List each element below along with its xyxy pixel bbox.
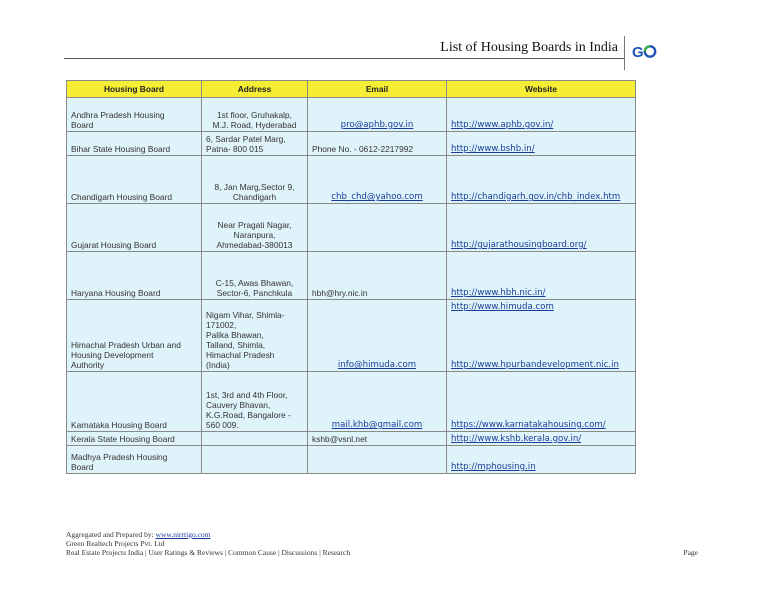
website-cell <box>447 252 636 300</box>
website-link[interactable]: http://www.aphb.gov.in/ <box>451 120 554 130</box>
title-rule <box>64 58 624 59</box>
website-cell <box>447 372 636 432</box>
website-cell <box>447 132 636 156</box>
board-name-cell: Andhra Pradesh Housing Board <box>67 98 202 132</box>
address-cell: C-15, Awas Bhawan, Sector-6, Panchkula <box>202 252 308 300</box>
board-name-cell: Haryana Housing Board <box>67 252 202 300</box>
table-row <box>67 300 636 372</box>
email-cell <box>308 98 447 132</box>
address-cell: 1st floor, Gruhakalp, M.J. Road, Hyderabad <box>202 98 308 132</box>
footer-site-link[interactable]: www.nirrtigo.com <box>155 530 211 539</box>
website-cell <box>447 300 636 372</box>
website-link[interactable]: http://chandigarh.gov.in/chb_index.htm <box>451 192 621 202</box>
board-name-cell: Bihar State Housing Board <box>67 132 202 156</box>
email-cell <box>308 132 447 156</box>
website-stack <box>451 302 631 370</box>
website-link[interactable]: http://www.bshb.in/ <box>451 144 535 154</box>
footer <box>66 530 706 557</box>
website-link[interactable]: https://www.karnatakahousing.com/ <box>451 420 606 430</box>
board-name-cell: Chandigarh Housing Board <box>67 156 202 204</box>
email-link[interactable]: info@himuda.com <box>337 360 417 370</box>
website-cell <box>447 98 636 132</box>
footer-aggregated <box>66 530 706 539</box>
email-text: kshb@vsnl.net <box>312 434 368 444</box>
table-row <box>67 204 636 252</box>
website-link[interactable]: http://www.kshb.kerala.gov.in/ <box>451 434 582 444</box>
svg-text:G: G <box>632 44 644 61</box>
address-cell: Nigam Vihar, Shimla- 171002, Palika Bhawan, Talland, Shimla, Himachal Pradesh (India) <box>202 300 308 372</box>
email-text: Phone No. - 0612-2217992 <box>312 144 414 154</box>
website-cell <box>447 432 636 446</box>
table-row <box>67 432 636 446</box>
email-link[interactable]: pro@aphb.gov.in <box>340 120 414 130</box>
email-cell <box>308 252 447 300</box>
email-cell <box>308 156 447 204</box>
website-link[interactable]: http://mphousing.in <box>451 462 536 472</box>
table-row <box>67 132 636 156</box>
website-cell <box>447 156 636 204</box>
email-cell <box>308 446 447 474</box>
column-header: Housing Board <box>67 81 202 98</box>
website-link[interactable]: http://gujarathousingboard.org/ <box>451 240 587 250</box>
table-row <box>67 156 636 204</box>
email-cell <box>308 372 447 432</box>
website-link-secondary[interactable]: http://www.hpurbandevelopment.nic.in <box>451 360 619 370</box>
housing-boards-table <box>66 80 636 474</box>
website-link[interactable]: http://www.himuda.com <box>451 302 554 312</box>
board-name-cell: Himachal Pradesh Urban and Housing Development Authority <box>67 300 202 372</box>
column-header: Address <box>202 81 308 98</box>
email-cell <box>308 432 447 446</box>
website-cell <box>447 204 636 252</box>
address-cell <box>202 432 308 446</box>
email-link[interactable]: mail.khb@gmail.com <box>331 420 423 430</box>
website-cell <box>447 446 636 474</box>
table-row <box>67 98 636 132</box>
board-name-cell: Kerala State Housing Board <box>67 432 202 446</box>
table-row <box>67 372 636 432</box>
address-cell <box>202 446 308 474</box>
footer-tagline: Real Estate Projects India | User Ratings & Reviews | Common Cause | Discussions | Research <box>66 548 351 557</box>
email-text: hbh@hry.nic.in <box>312 288 368 298</box>
column-header: Website <box>447 81 636 98</box>
page-label: Page <box>683 548 698 557</box>
column-header: Email <box>308 81 447 98</box>
table-header-row <box>67 81 636 98</box>
go-logo <box>630 40 658 62</box>
email-cell <box>308 300 447 372</box>
table-row <box>67 446 636 474</box>
address-cell: 8, Jan Marg,Sector 9, Chandigarh <box>202 156 308 204</box>
email-cell <box>308 204 447 252</box>
logo-divider <box>624 36 625 70</box>
address-cell: 1st, 3rd and 4th Floor, Cauvery Bhavan, K.G.Road, Bangalore - 560 009. <box>202 372 308 432</box>
footer-aggregated-label: Aggregated and Prepared by: <box>66 530 156 539</box>
email-link[interactable]: chb_chd@yahoo.com <box>331 192 423 202</box>
board-name-cell: Madhya Pradesh Housing Board <box>67 446 202 474</box>
footer-company: Green Realtech Projects Pvt. Ltd <box>66 539 165 548</box>
board-name-cell: Gujarat Housing Board <box>67 204 202 252</box>
table-row <box>67 252 636 300</box>
page-title: List of Housing Boards in India <box>440 40 618 55</box>
board-name-cell: Karnataka Housing Board <box>67 372 202 432</box>
address-cell: 6, Sardar Patel Marg, Patna- 800 015 <box>202 132 308 156</box>
website-link[interactable]: http://www.hbh.nic.in/ <box>451 288 546 298</box>
address-cell: Near Pragati Nagar, Naranpura, Ahmedabad-380013 <box>202 204 308 252</box>
